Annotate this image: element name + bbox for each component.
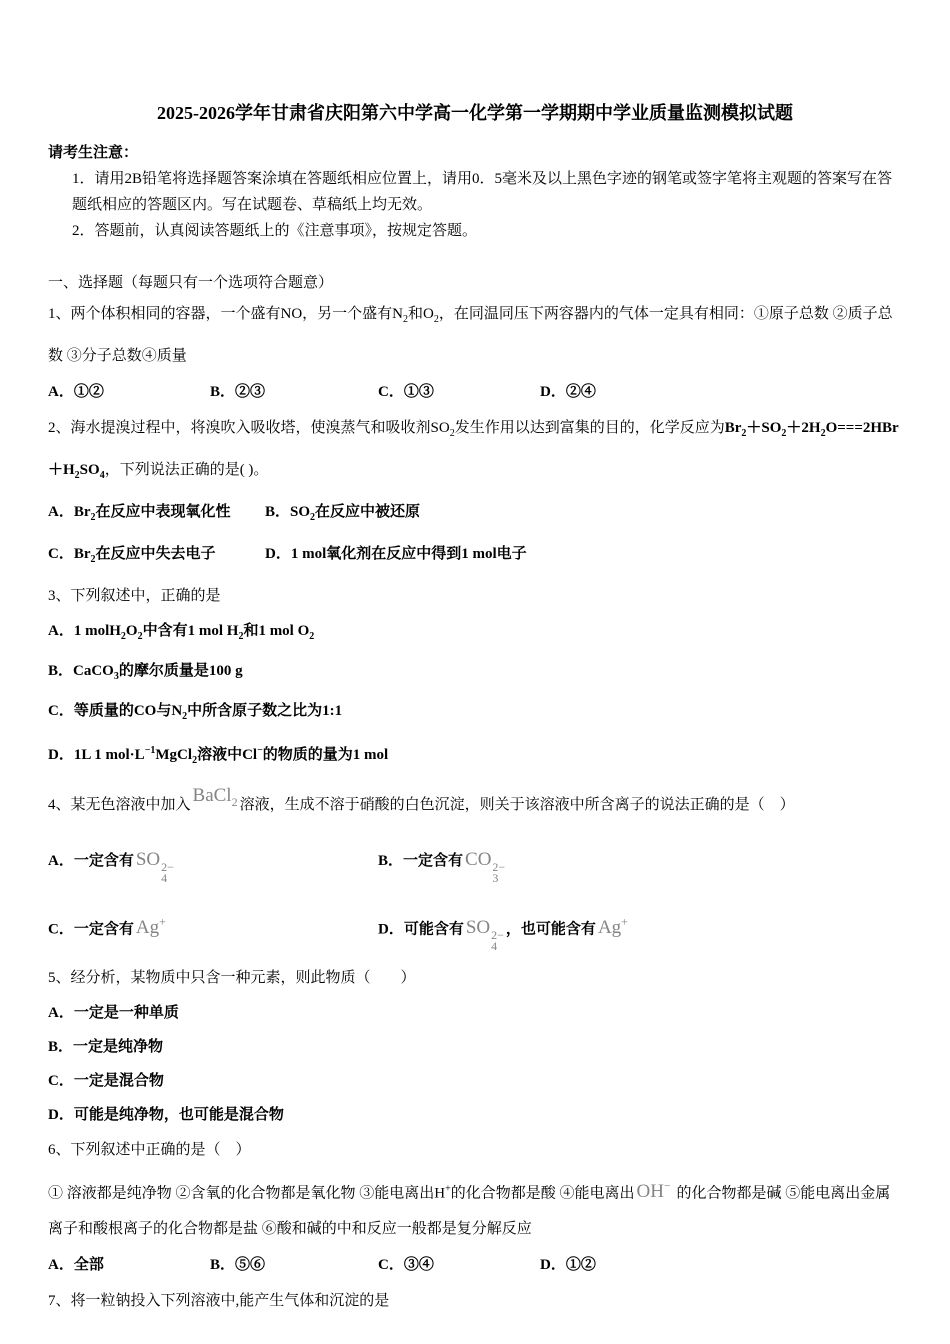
text-run: 2: [781, 428, 787, 439]
text-run: 一、选择题（每题只有一个选项符合题意）: [48, 275, 334, 291]
text-run: 请考生注意：: [48, 145, 139, 161]
text-run: O: [125, 623, 138, 639]
text-run: B．一定是纯净物: [48, 1039, 164, 1056]
text-run: D．①②: [540, 1257, 596, 1274]
text-run: B．SO: [265, 504, 311, 520]
subscript-count: 4: [161, 870, 168, 885]
text-run: 2: [433, 314, 439, 325]
ion-charge-stack: [491, 930, 504, 952]
text-run: 2: [309, 631, 315, 642]
text-run: B．②③: [210, 384, 266, 400]
option-cell: [378, 838, 507, 884]
text-run: 在反应中失去电子: [95, 546, 216, 562]
text-run: 中含有1 mol H: [142, 623, 239, 639]
q5-stem: [48, 960, 902, 996]
q7-stem: [48, 1283, 902, 1319]
q6-statements: [48, 1168, 902, 1247]
text-run: C．③④: [378, 1257, 434, 1274]
q6-options: [48, 1247, 902, 1283]
subscript-count: 3: [492, 870, 499, 885]
text-run: SO: [465, 917, 491, 939]
text-run: Br: [724, 420, 742, 436]
q1-options: [48, 374, 902, 410]
q3-option-d: [48, 734, 902, 778]
text-run: +: [445, 1183, 451, 1195]
text-run: ，下列说法正确的是( )。: [104, 462, 269, 478]
option-cell: [210, 374, 378, 410]
text-run: ① 溶液都是纯净物 ②含氧的化合物都是氧化物 ③能电离出H: [48, 1185, 446, 1202]
text-run: 溶液，生成不溶于硝酸的白色沉淀，则关于该溶液中所含离子的说法正确的是（ ）: [239, 797, 795, 813]
text-run: 1．请用2B铅笔将选择题答案涂填在答题纸相应位置上，请用0．5毫米及以上黑色字迹的钢笔或签字笔将主观题的答案写在答题纸相应的答题区内。写在试题卷、草稿纸上均无效。: [72, 171, 893, 213]
text-run: ，也可能含有: [505, 921, 596, 938]
chem-formula: [135, 848, 174, 885]
text-run: 7、将一粒钠投入下列溶液中,能产生气体和沉淀的是: [48, 1293, 390, 1310]
ion-charge-stack: [492, 859, 506, 885]
section-1-heading: [48, 270, 902, 296]
text-run: BaCl: [192, 785, 232, 806]
chem-formula: [193, 776, 238, 822]
text-run: A．全部: [48, 1257, 104, 1274]
text-run: MgCl: [155, 747, 193, 763]
text-run: 的化合物都是碱 ⑤能电离出金属离子和酸根离子的化合物都是盐 ⑥酸和碱的中和反应一般都是复分解反应: [48, 1185, 891, 1238]
text-run: D．可能是纯净物，也可能是混合物: [48, 1107, 284, 1124]
option-cell: [378, 1247, 540, 1283]
q2-options-cd: [48, 536, 902, 578]
superscript-charge: 2−: [492, 859, 506, 874]
text-run: 和O: [408, 306, 434, 322]
text-run: CO: [465, 848, 492, 870]
q4-stem: [48, 784, 902, 830]
option-cell: [48, 1247, 210, 1283]
text-run: A．①②: [48, 384, 104, 400]
text-run: B．CaCO: [48, 663, 114, 679]
text-run: +: [621, 914, 628, 929]
option-cell: [210, 1247, 378, 1283]
option-cell: [265, 494, 420, 536]
text-run: B．一定含有: [378, 852, 464, 869]
option-cell: [48, 838, 378, 884]
text-run: 2: [74, 470, 80, 481]
option-cell: [540, 374, 596, 410]
text-run: SO: [135, 848, 161, 870]
q3-option-a: [48, 614, 902, 654]
text-run: 2: [238, 631, 244, 642]
page-title: 2025-2026学年甘肃省庆阳第六中学高一化学第一学期期中学业质量监测模拟试题: [157, 103, 793, 123]
text-run: 1、两个体积相同的容器，一个盛有NO，另一个盛有N: [48, 306, 403, 322]
chem-formula: [465, 917, 504, 954]
option-cell: [378, 900, 630, 952]
text-run: 5、经分析，某物质中只含一种元素，则此物质（ ）: [48, 970, 416, 987]
text-run: Ag: [135, 917, 160, 939]
option-cell: [540, 1247, 596, 1283]
text-run: 3: [113, 671, 119, 682]
text-run: A．Br: [48, 504, 91, 520]
q5-option-b: [48, 1030, 902, 1064]
text-run: 2: [741, 428, 747, 439]
notice-heading: [48, 140, 902, 166]
text-run: 在反应中表现氧化性: [95, 504, 231, 520]
text-run: 6、下列叙述中正确的是（ ）: [48, 1142, 251, 1159]
text-run: 2．答题前，认真阅读答题纸上的《注意事项》，按规定答题。: [72, 223, 478, 239]
q4-options-cd: [48, 892, 902, 960]
chem-formula: [597, 914, 628, 939]
text-run: 2: [403, 314, 408, 325]
text-run: B．⑤⑥: [210, 1257, 266, 1274]
text-run: 4、某无色溶液中加入: [48, 797, 191, 813]
q2-stem: [48, 410, 902, 494]
text-run: 2、海水提溴过程中，将溴吹入吸收塔，使溴蒸气和吸收剂SO: [48, 420, 450, 436]
subscript-count: 4: [491, 939, 498, 954]
text-run: C．一定是混合物: [48, 1073, 164, 1090]
q1-stem: [48, 296, 902, 374]
text-run: C．一定含有: [48, 921, 134, 938]
text-run: 发生作用以达到富集的目的，化学反应为: [454, 420, 725, 436]
text-run: 2: [192, 755, 198, 766]
chem-formula: [465, 848, 506, 885]
q5-option-a: [48, 996, 902, 1030]
option-cell: [378, 374, 540, 410]
text-run: 2: [137, 631, 143, 642]
text-run: −: [257, 745, 263, 756]
text-run: A．一定是一种单质: [48, 1005, 179, 1022]
chem-formula: [135, 914, 166, 939]
text-run: ＋SO: [746, 420, 782, 436]
text-run: C．Br: [48, 546, 91, 562]
q5-option-d: [48, 1098, 902, 1132]
text-run: 溶液中Cl: [197, 747, 258, 763]
text-run: 2: [820, 428, 826, 439]
text-run: SO: [79, 462, 100, 478]
text-run: 2: [182, 711, 188, 722]
q3-option-b: [48, 654, 902, 694]
text-run: 中所含原子数之比为1:1: [187, 703, 343, 719]
text-run: A．1 molH: [48, 623, 121, 639]
text-run: C．等质量的CO与N: [48, 703, 183, 719]
text-run: 的物质的量为1 mol: [262, 747, 389, 763]
document-body: [48, 140, 902, 1319]
q4-options-ab: [48, 830, 902, 892]
superscript-charge: 2−: [491, 928, 504, 943]
option-cell: [48, 374, 210, 410]
text-run: D．②④: [540, 384, 596, 400]
q5-option-c: [48, 1064, 902, 1098]
q2-options-ab: [48, 494, 902, 536]
text-run: 2: [310, 512, 316, 523]
text-run: 2: [231, 794, 238, 809]
text-run: C．①③: [378, 384, 434, 400]
text-run: OH: [636, 1181, 664, 1203]
q6-stem: [48, 1132, 902, 1168]
text-run: 和1 mol O: [243, 623, 310, 639]
text-run: 的化合物都是酸 ④能电离出: [450, 1185, 635, 1202]
text-run: 2: [90, 554, 96, 565]
text-run: D．1L 1 mol·L: [48, 747, 145, 763]
text-run: −: [663, 1179, 671, 1194]
option-cell: [48, 494, 265, 536]
text-run: A．一定含有: [48, 852, 134, 869]
text-run: −1: [144, 745, 156, 756]
text-run: 2: [120, 631, 126, 642]
text-run: 2: [449, 428, 455, 439]
text-run: +: [159, 914, 166, 929]
text-run: 3、下列叙述中，正确的是: [48, 588, 221, 604]
option-cell: [48, 536, 265, 578]
text-run: O===2HBr＋H: [48, 420, 899, 478]
text-run: ，在同温同压下两容器内的气体一定具有相同：①原子总数 ②质子总数 ③分子总数④质量: [48, 306, 893, 364]
ion-charge-stack: [161, 859, 174, 885]
text-run: D．1 mol氧化剂在反应中得到1 mol电子: [265, 546, 527, 562]
text-run: 2: [90, 512, 96, 523]
option-cell: [265, 536, 527, 578]
option-cell: [48, 900, 378, 952]
q3-option-c: [48, 694, 902, 734]
text-run: 的摩尔质量是100 g: [118, 663, 243, 679]
q3-stem: [48, 578, 902, 614]
text-run: ＋2H: [786, 420, 821, 436]
text-run: 4: [99, 470, 105, 481]
text-run: 在反应中被还原: [315, 504, 421, 520]
notice-item-2: [48, 218, 902, 244]
chem-formula: [637, 1181, 671, 1202]
notice-item-1: [48, 166, 902, 218]
text-run: D．可能含有: [378, 921, 464, 938]
text-run: Ag: [597, 917, 622, 939]
superscript-charge: 2−: [161, 859, 174, 874]
